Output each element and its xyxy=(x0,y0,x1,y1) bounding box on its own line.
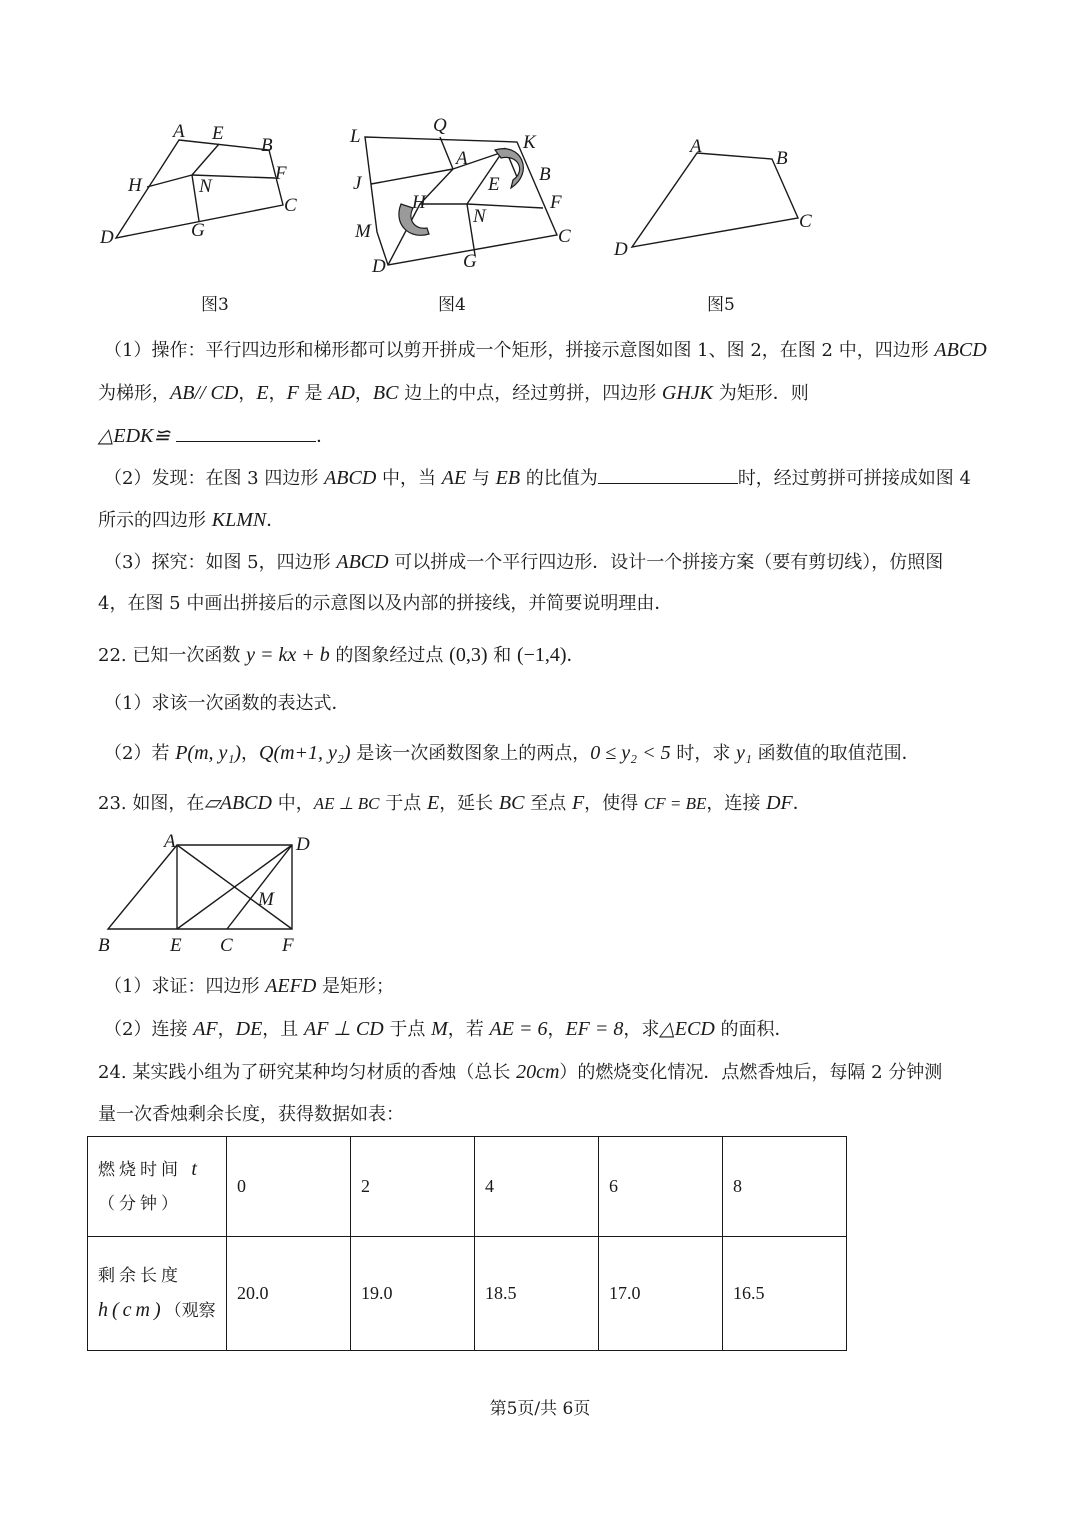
math: AE = 6 xyxy=(489,1018,548,1040)
figure-4-diagram xyxy=(345,112,585,277)
fig5-label-D: D xyxy=(614,239,628,260)
figure-3-caption: 图3 xyxy=(201,295,229,315)
table-cell: 0 xyxy=(227,1137,351,1237)
text: 于点 xyxy=(379,793,427,814)
fig4-label-A: A xyxy=(456,148,468,169)
text: 的图象经过点 xyxy=(329,645,450,666)
fig23-label-B: B xyxy=(98,935,110,956)
math: CF = BE xyxy=(643,794,707,813)
text: 边上的中点，经过剪拼，四边形 xyxy=(398,383,662,404)
fig4-label-G: G xyxy=(463,251,477,272)
figure-5 xyxy=(610,135,830,269)
text: （1）操作：平行四边形和梯形都可以剪开拼成一个矩形，拼接示意图如图 1、图 2，在图 2 中，四边形 xyxy=(104,340,935,361)
math: ABCD xyxy=(324,467,377,489)
math: KLMN xyxy=(211,509,267,531)
fig4-label-K: K xyxy=(523,132,536,153)
math: t xyxy=(191,1158,201,1180)
table-row xyxy=(88,1237,847,1351)
q21-part1-line3 xyxy=(98,424,993,449)
math: BC xyxy=(498,792,525,814)
text: ， xyxy=(241,743,259,764)
text: 中， xyxy=(271,793,314,814)
math: EF = 8 xyxy=(565,1018,624,1040)
fig5-label-A: A xyxy=(690,136,702,157)
q21-part1-line2 xyxy=(98,381,993,406)
math: DF xyxy=(766,792,793,814)
table-header-time xyxy=(88,1137,227,1237)
fig23-label-M: M xyxy=(258,889,274,910)
text: 的比值为 xyxy=(520,468,598,489)
fig4-label-Q: Q xyxy=(433,115,447,136)
figure-3 xyxy=(95,118,315,252)
math: EB xyxy=(495,467,521,489)
text: 23. 如图，在 xyxy=(98,793,205,814)
q23-stem xyxy=(98,791,993,816)
q21-part2-line1 xyxy=(104,466,999,491)
text: （1）求证：四边形 xyxy=(104,976,266,997)
fig5-label-B: B xyxy=(776,148,788,169)
fig23-label-A: A xyxy=(164,831,176,852)
text: （2）连接 xyxy=(104,1019,194,1040)
text: ，延长 xyxy=(439,793,499,814)
text: 燃烧时间 xyxy=(98,1160,192,1180)
answer-blank[interactable] xyxy=(176,425,316,442)
math: ▱ABCD xyxy=(204,792,272,814)
text: ， xyxy=(268,383,287,404)
q24-stem-line1 xyxy=(98,1060,993,1085)
text: 是该一次函数图象上的两点， xyxy=(350,743,591,764)
text: 4，在图 5 中画出拼接后的示意图以及内部的拼接线，并简要说明理由． xyxy=(98,593,673,614)
table-cell: 19.0 xyxy=(351,1237,475,1351)
math: F xyxy=(571,792,585,814)
fig4-label-N: N xyxy=(473,206,486,227)
table-cell: 16.5 xyxy=(723,1237,847,1351)
text: 量一次香烛剩余长度，获得数据如表： xyxy=(98,1104,404,1125)
q21-part1-line1 xyxy=(104,338,999,363)
math: 0 ≤ y₂ < 5 xyxy=(590,742,671,764)
text: ，求 xyxy=(623,1019,660,1040)
page-footer: 第5页/共 6页 xyxy=(489,1399,591,1419)
fig3-label-F: F xyxy=(275,163,287,184)
table-cell: 18.5 xyxy=(475,1237,599,1351)
math: AF ⊥ CD xyxy=(304,1018,384,1040)
fig3-label-B: B xyxy=(261,135,273,156)
table-cell: 8 xyxy=(723,1137,847,1237)
text: ，若 xyxy=(447,1019,490,1040)
text: 可以拼成一个平行四边形．设计一个拼接方案（要有剪切线），仿照图 xyxy=(388,552,944,573)
math: Q(m+1, y₂) xyxy=(259,742,351,764)
q23-part1 xyxy=(104,974,999,999)
text: 为矩形．则 xyxy=(713,383,809,404)
math: y = kx + b xyxy=(246,644,330,666)
fig3-label-N: N xyxy=(199,176,212,197)
candle-data-table xyxy=(87,1136,847,1351)
math: h(cm) xyxy=(98,1299,165,1321)
q23-part2 xyxy=(104,1017,999,1042)
table-header-length xyxy=(88,1237,227,1351)
math: y₁ xyxy=(736,742,752,764)
text: 和 xyxy=(487,645,517,666)
text: 22. 已知一次函数 xyxy=(98,645,247,666)
text: （分钟） xyxy=(98,1194,182,1214)
fig3-label-E: E xyxy=(212,123,224,144)
figure-5-caption: 图5 xyxy=(707,295,735,315)
text: （3）探究：如图 5，四边形 xyxy=(104,552,337,573)
fig4-label-M: M xyxy=(355,221,371,242)
q22-part1 xyxy=(104,692,999,716)
fig4-label-B: B xyxy=(539,164,551,185)
text: （1）求该一次函数的表达式． xyxy=(104,693,350,714)
q24-stem-line2 xyxy=(98,1103,993,1127)
q21-part2-line2 xyxy=(98,508,993,533)
table-cell: 20.0 xyxy=(227,1237,351,1351)
q21-part3-line1 xyxy=(104,550,999,575)
math: E xyxy=(426,792,440,814)
text: ，连接 xyxy=(706,793,767,814)
fig3-label-D: D xyxy=(100,227,114,248)
text: ， xyxy=(238,383,257,404)
math: AE ⊥ BC xyxy=(313,794,380,813)
table-cell: 17.0 xyxy=(599,1237,723,1351)
text: 的面积． xyxy=(714,1019,793,1040)
text: 于点 xyxy=(383,1019,432,1040)
text: 是 xyxy=(298,383,329,404)
text: ，且 xyxy=(262,1019,305,1040)
math: 20cm xyxy=(516,1061,560,1083)
text: （2）若 xyxy=(104,743,176,764)
fig3-label-C: C xyxy=(284,195,297,216)
fig23-label-C: C xyxy=(220,935,233,956)
math: (−1,4) xyxy=(516,644,567,666)
table-row xyxy=(88,1137,847,1237)
math: E xyxy=(256,382,269,404)
text: 为梯形， xyxy=(98,383,170,404)
text: ， xyxy=(354,383,373,404)
fig4-label-L: L xyxy=(350,126,361,147)
table-cell: 6 xyxy=(599,1137,723,1237)
figure-3-diagram xyxy=(95,118,315,248)
fig23-label-D: D xyxy=(296,834,310,855)
figure-4 xyxy=(345,112,585,281)
text: （2）发现：在图 3 四边形 xyxy=(104,468,325,489)
math: AEFD xyxy=(265,975,317,997)
text: 时，求 xyxy=(670,743,737,764)
fig4-label-D: D xyxy=(372,256,386,277)
table-cell: 2 xyxy=(351,1137,475,1237)
text: ， xyxy=(547,1019,566,1040)
math: BC xyxy=(372,382,399,404)
text: 所示的四边形 xyxy=(98,510,212,531)
text: 时，经过剪拼可拼接成如图 4 xyxy=(737,468,971,489)
math: DE xyxy=(235,1018,263,1040)
math: △EDK≌ xyxy=(98,425,171,447)
text: 中，当 xyxy=(376,468,442,489)
math: AF xyxy=(193,1018,218,1040)
text: 至点 xyxy=(524,793,572,814)
text: ． xyxy=(266,510,285,531)
text: 24. 某实践小组为了研究某种均匀材质的香烛（总长 xyxy=(98,1062,517,1083)
text: ，使得 xyxy=(584,793,644,814)
text: ． xyxy=(792,793,811,814)
math: ABCD xyxy=(336,551,389,573)
figure-q23 xyxy=(92,830,332,964)
fig3-label-G: G xyxy=(191,220,205,241)
math: GHJK xyxy=(661,382,714,404)
text: 剩余长度 xyxy=(98,1266,182,1286)
fig5-label-C: C xyxy=(799,211,812,232)
q21-part3-line2 xyxy=(98,592,993,616)
fig4-label-H: H xyxy=(412,192,426,213)
fig23-label-E: E xyxy=(170,935,182,956)
math: M xyxy=(431,1018,448,1040)
text: ， xyxy=(217,1019,236,1040)
math: AB// CD xyxy=(170,382,239,404)
text: ． xyxy=(566,645,585,666)
math: AD xyxy=(328,382,355,404)
fig3-label-H: H xyxy=(128,175,142,196)
figure-5-diagram xyxy=(610,135,830,265)
fig4-label-E: E xyxy=(488,174,500,195)
text: 与 xyxy=(466,468,496,489)
q22-stem xyxy=(98,643,993,668)
fig4-label-F: F xyxy=(550,192,562,213)
text: 是矩形； xyxy=(316,976,395,997)
answer-blank[interactable] xyxy=(598,467,738,484)
math: P(m, y₁) xyxy=(175,742,241,764)
math: △ECD xyxy=(659,1018,715,1040)
text: 函数值的取值范围． xyxy=(751,743,920,764)
q22-part2 xyxy=(104,741,999,766)
figure-4-caption: 图4 xyxy=(438,295,466,315)
math: (0,3) xyxy=(449,644,488,666)
text: （观察 xyxy=(164,1301,216,1321)
math: ABCD xyxy=(934,339,987,361)
fig23-label-F: F xyxy=(282,935,294,956)
table-cell: 4 xyxy=(475,1137,599,1237)
fig4-label-C: C xyxy=(558,226,571,247)
figure-q23-diagram xyxy=(92,830,332,960)
fig3-label-A: A xyxy=(173,121,185,142)
math: AE xyxy=(441,467,467,489)
text: ． xyxy=(316,426,335,447)
text: ）的燃烧变化情况．点燃香烛后，每隔 2 分钟测 xyxy=(559,1062,943,1083)
fig4-label-J: J xyxy=(353,173,362,194)
math: F xyxy=(286,382,299,404)
